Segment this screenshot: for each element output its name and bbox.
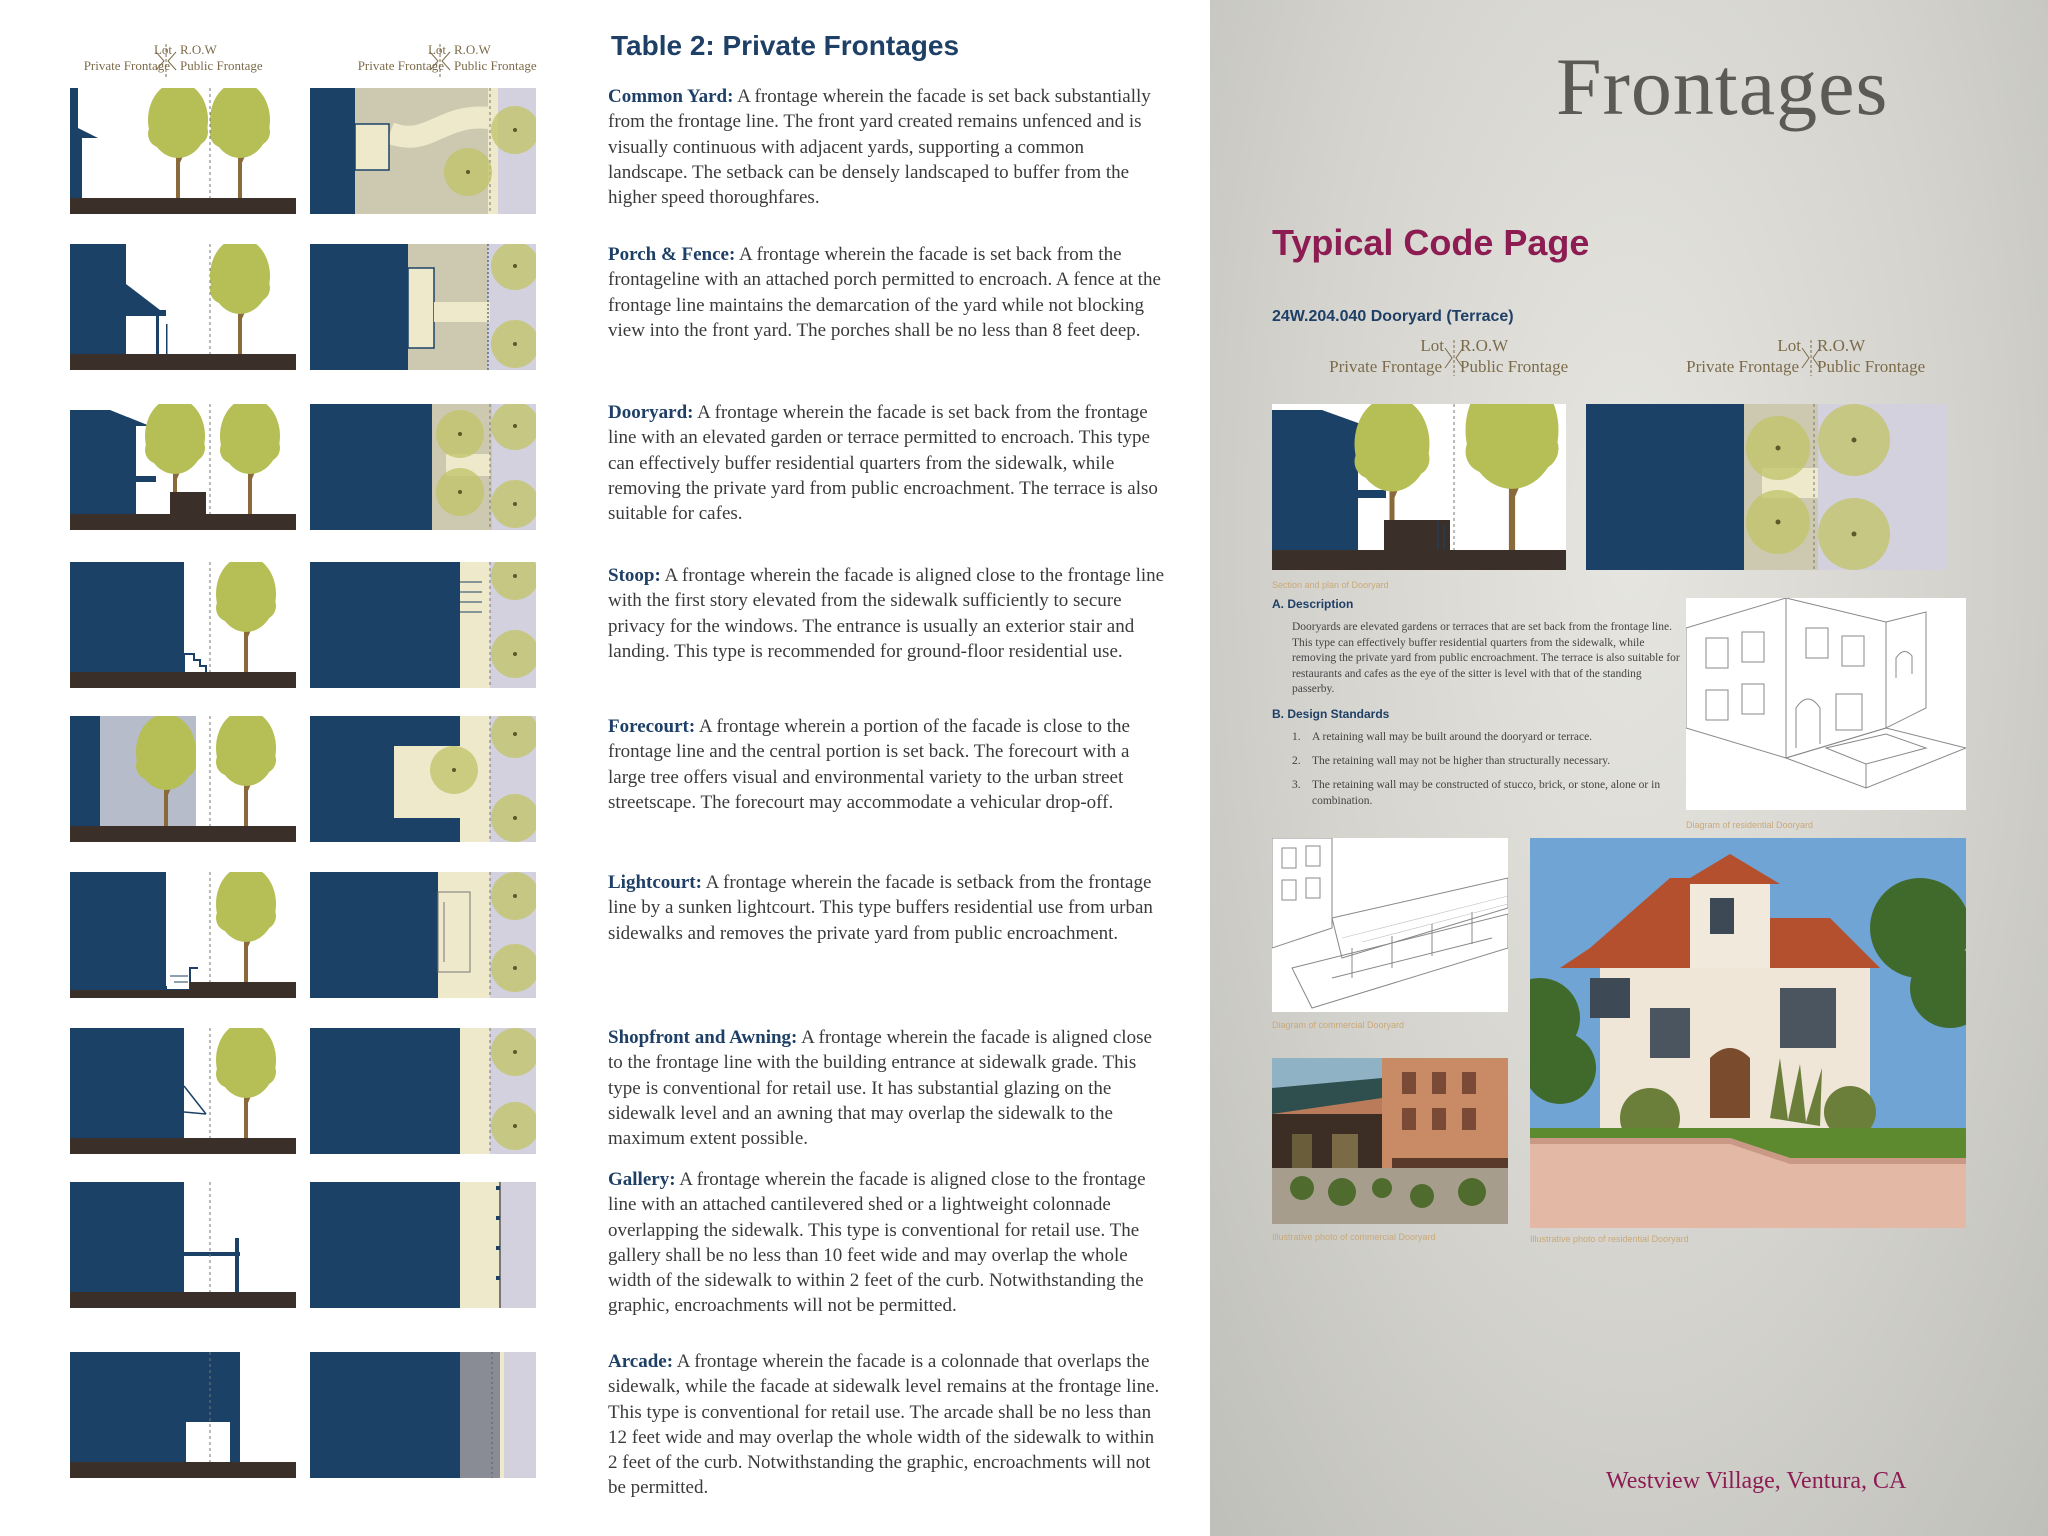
frontage-line-icon — [428, 44, 452, 78]
frontage-entry-stoop — [608, 563, 1168, 664]
frontage-term: Porch & Fence: — [608, 244, 736, 265]
residential-photo-caption: Illustrative photo of residential Dooryard — [1530, 1234, 1689, 1244]
frontage-entry-arcade — [608, 1349, 1168, 1501]
frontage-description: A frontage wherein the facade is setback from the frontage line by a sunken lightcourt. This type buffers residential use from urban sidewalks and removes the private yard from public encroachment. — [608, 872, 1153, 944]
forecourt-plan-diagram — [310, 716, 536, 842]
public-frontage-label: Public Frontage — [180, 58, 263, 73]
standard-number: 3. — [1292, 779, 1301, 791]
frontage-description: A frontage wherein the facade is aligned close to the frontage line with an attached cantilevered shed or a lightweight colonnade overlapping the sidewalk. This type is conventional for retail use. The gallery shall be no less than 10 feet wide and may overlap the whole width of the sidewalk to within 2 feet of the curb. Notwithstanding the graphic, encroachments will not be permitted. — [608, 1169, 1146, 1317]
standard-text: The retaining wall may be constructed of stucco, brick, or stone, alone or in combination. — [1312, 779, 1661, 807]
forecourt-section-diagram — [70, 716, 296, 842]
frontage-description: A frontage wherein the facade is set back substantially from the frontage line. The front yard created remains unfenced and is visually continuous with adjacent yards, supporting a common landscape. The setback can be densely landscaped to buffer from the higher speed thoroughfares. — [608, 86, 1151, 209]
standard-text: A retaining wall may be built around the dooryard or terrace. — [1312, 731, 1593, 743]
dooryard-section-large-diagram — [1272, 404, 1566, 570]
dooryard-plan-large-diagram — [1586, 404, 1948, 570]
standard-item — [1292, 754, 1682, 770]
common-yard-plan-diagram — [310, 88, 536, 214]
table-title: Table 2: Private Frontages — [611, 30, 960, 61]
standard-number: 2. — [1292, 755, 1301, 767]
shopfront-section-diagram — [70, 1028, 296, 1154]
section-column-header — [74, 40, 294, 80]
frontage-term: Stoop: — [608, 565, 661, 586]
common-yard-section-diagram — [70, 88, 296, 214]
frontage-entry-dooryard — [608, 400, 1168, 526]
lot-label: Lot — [1777, 336, 1801, 355]
arcade-plan-diagram — [310, 1352, 536, 1478]
residential-dooryard-photo — [1530, 838, 1966, 1228]
plan-column-header — [348, 40, 568, 80]
frontage-entry-forecourt — [608, 714, 1168, 815]
residential-diagram-caption: Diagram of residential Dooryard — [1686, 820, 1814, 830]
frontage-term: Lightcourt: — [608, 872, 702, 893]
row-label: R.O.W — [454, 42, 491, 57]
arcade-section-diagram — [70, 1352, 296, 1478]
frontage-term: Dooryard: — [608, 402, 694, 423]
frontage-term: Shopfront and Awning: — [608, 1027, 798, 1048]
frontage-entry-porch-fence — [608, 242, 1168, 343]
dooryard-plan-diagram — [310, 404, 536, 530]
frontage-term: Arcade: — [608, 1351, 674, 1372]
frontage-entry-gallery — [608, 1167, 1168, 1319]
standard-text: The retaining wall may not be higher than structurally necessary. — [1312, 755, 1611, 767]
porch-fence-plan-diagram — [310, 244, 536, 370]
frontage-description: A frontage wherein a portion of the facade is close to the frontage line and the central portion is set back. The forecourt with a large tree offers visual and environmental variety to the urban street streetscape. The forecourt may accommodate a vehicular drop-off. — [608, 716, 1130, 813]
standard-item — [1292, 778, 1682, 809]
gallery-section-diagram — [70, 1182, 296, 1308]
shopfront-plan-diagram — [310, 1028, 536, 1154]
commercial-dooryard-diagram — [1272, 838, 1508, 1012]
row-label: R.O.W — [1817, 336, 1866, 355]
frontage-entry-shopfront — [608, 1025, 1168, 1151]
frontage-line-icon — [154, 44, 178, 78]
section-column-header — [1300, 336, 1620, 378]
private-frontage-label: Private Frontage — [83, 58, 170, 73]
private-frontage-label: Private Frontage — [1329, 357, 1442, 376]
porch-fence-section-diagram — [70, 244, 296, 370]
frontage-entry-lightcourt — [608, 870, 1168, 946]
frontage-description: A frontage wherein the facade is a colonnade that overlaps the sidewalk, while the facade at sidewalk level remains at the frontage line. This type is conventional for retail use. The arcade shall be no less than 12 feet wide and may overlap the whole width of the sidewalk to within 2 feet of the curb. Notwithstanding the graphic, encroachments will not be permitted. — [608, 1351, 1160, 1499]
residential-dooryard-diagram — [1686, 598, 1966, 810]
commercial-diagram-caption: Diagram of commercial Dooryard — [1272, 1020, 1405, 1030]
standard-item — [1292, 730, 1682, 746]
frontage-description: A frontage wherein the facade is aligned close to the frontage line with the first story elevated from the sidewalk sufficiently to secure privacy for the windows. The entrance is usually an exterior stair and landing. This type is recommended for ground-floor residential use. — [608, 565, 1165, 662]
public-frontage-label: Public Frontage — [1460, 357, 1569, 376]
public-frontage-label: Public Frontage — [1817, 357, 1926, 376]
page-heading: Frontages — [1556, 41, 1889, 132]
row-label: R.O.W — [1460, 336, 1509, 355]
frontage-term: Forecourt: — [608, 716, 696, 737]
lightcourt-section-diagram — [70, 872, 296, 998]
stoop-plan-diagram — [310, 562, 536, 688]
frontage-description: A frontage wherein the facade is set back from the frontageline with an attached porch permitted to encroach. A fence at the frontage line maintains the demarcation of the yard while not blocking view into the front yard. The porches shall be no less than 8 feet deep. — [608, 244, 1161, 341]
commercial-photo-caption: Illustrative photo of commercial Dooryard — [1272, 1232, 1436, 1242]
frontage-description: A frontage wherein the facade is set back from the frontage line with an elevated garden or terrace permitted to encroach. This type can effectively buffer residential quarters from the sidewalk, while removing the private yard from public encroachment. The terrace is also suitable for cafes. — [608, 402, 1158, 525]
description-text: Dooryards are elevated gardens or terraces that are set back from the frontage line. This type can effectively buffer residential quarters from the sidewalk, while removing the private yard from public encroachment. The terrace is also suitable for restaurants and cafes as the eye of the sitter is level with that of the standing passerby. — [1292, 621, 1680, 695]
frontage-term: Gallery: — [608, 1169, 676, 1190]
dooryard-diagram-caption: Section and plan of Dooryard — [1272, 580, 1389, 590]
frontage-entry-common-yard — [608, 84, 1168, 210]
lot-label: Lot — [153, 42, 172, 57]
standard-number: 1. — [1292, 731, 1301, 743]
code-page-title: Typical Code Page — [1272, 222, 1590, 263]
code-section-number: 24W.204.040 Dooryard (Terrace) — [1272, 308, 1514, 325]
private-frontage-label: Private Frontage — [1686, 357, 1799, 376]
frontage-term: Common Yard: — [608, 86, 734, 107]
dooryard-section-diagram — [70, 404, 296, 530]
description-label: A. Description — [1272, 597, 1354, 611]
lot-label: Lot — [427, 42, 446, 57]
row-label: R.O.W — [180, 42, 217, 57]
private-frontage-label: Private Frontage — [357, 58, 444, 73]
plan-column-header — [1657, 336, 1977, 378]
gallery-plan-diagram — [310, 1182, 536, 1308]
frontage-description: A frontage wherein the facade is aligned close to the frontage line with the building entrance at sidewalk grade. This type is conventional for retail use. It has substantial glazing on the sidewalk level and an awning that may overlap the sidewalk to the maximum extent possible. — [608, 1027, 1152, 1150]
public-frontage-label: Public Frontage — [454, 58, 537, 73]
lightcourt-plan-diagram — [310, 872, 536, 998]
page-footer-location: Westview Village, Ventura, CA — [1606, 1468, 1907, 1494]
commercial-dooryard-photo — [1272, 1058, 1508, 1224]
stoop-section-diagram — [70, 562, 296, 688]
design-standards-label: B. Design Standards — [1272, 707, 1390, 721]
lot-label: Lot — [1420, 336, 1444, 355]
